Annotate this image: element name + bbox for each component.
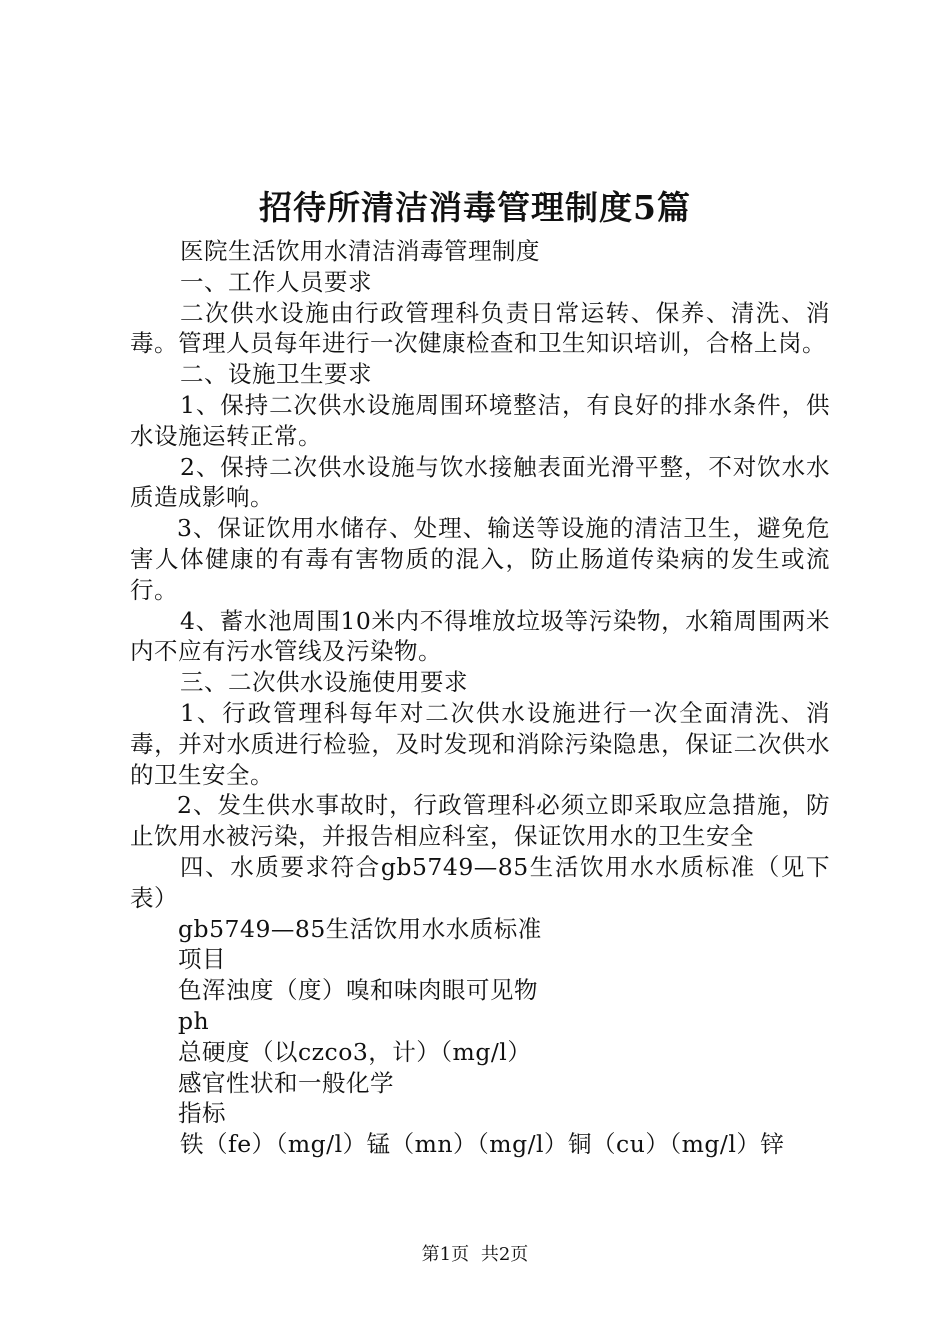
- table-line: 色浑浊度（度）嗅和味肉眼可见物: [178, 976, 538, 1005]
- paragraph: 1、保持二次供水设施周围环境整洁，有良好的排水条件，供水设施运转正常。: [130, 390, 830, 450]
- table-line: 铁（fe）（mg/l）锰（mn）（mg/l）铜（cu）（mg/l）锌: [180, 1130, 785, 1159]
- page-total: 共2页: [480, 1244, 529, 1265]
- document-body: [130, 236, 830, 1160]
- table-line: 总硬度（以czco3，计）（mg/l）: [178, 1037, 532, 1066]
- paragraph: 4、蓄水池周围10米内不得堆放垃圾等污染物，水箱周围两米内不应有污水管线及污染物。: [130, 606, 830, 666]
- paragraph: 二次供水设施由行政管理科负责日常运转、保养、清洗、消毒。管理人员每年进行一次健康检查和卫生知识培训，合格上岗。: [130, 298, 830, 358]
- table-line: 指标: [178, 1099, 226, 1128]
- page-number: 第1页: [421, 1244, 470, 1265]
- table-line: ph: [178, 1006, 210, 1035]
- paragraph: 1、行政管理科每年对二次供水设施进行一次全面清洗、消毒，并对水质进行检验，及时发现和消除污染隐患，保证二次供水的卫生安全。: [130, 698, 830, 789]
- document-title: 招待所清洁消毒管理制度5篇: [259, 188, 691, 227]
- paragraph: 医院生活饮用水清洁消毒管理制度: [180, 237, 540, 265]
- paragraph: 2、发生供水事故时，行政管理科必须立即采取应急措施，防止饮用水被污染，并报告相应科室，保证饮用水的卫生安全: [130, 791, 830, 851]
- table-line: 感官性状和一般化学: [178, 1068, 394, 1097]
- paragraph: 2、保持二次供水设施与饮水接触表面光滑平整，不对饮水水质造成影响。: [130, 452, 830, 512]
- section-heading: 三、二次供水设施使用要求: [180, 668, 468, 697]
- table-caption: gb5749—85生活饮用水水质标准: [178, 914, 542, 943]
- table-line: 项目: [178, 945, 226, 974]
- page-footer: [0, 1243, 950, 1267]
- section-heading: 二、设施卫生要求: [180, 360, 372, 389]
- section-heading: 一、工作人员要求: [180, 267, 372, 296]
- paragraph: 3、保证饮用水储存、处理、输送等设施的清洁卫生，避免危害人体健康的有毒有害物质的混入，防止肠道传染病的发生或流行。: [130, 514, 830, 604]
- section-heading: 四、水质要求符合gb5749—85生活饮用水水质标准（见下表）: [130, 852, 830, 912]
